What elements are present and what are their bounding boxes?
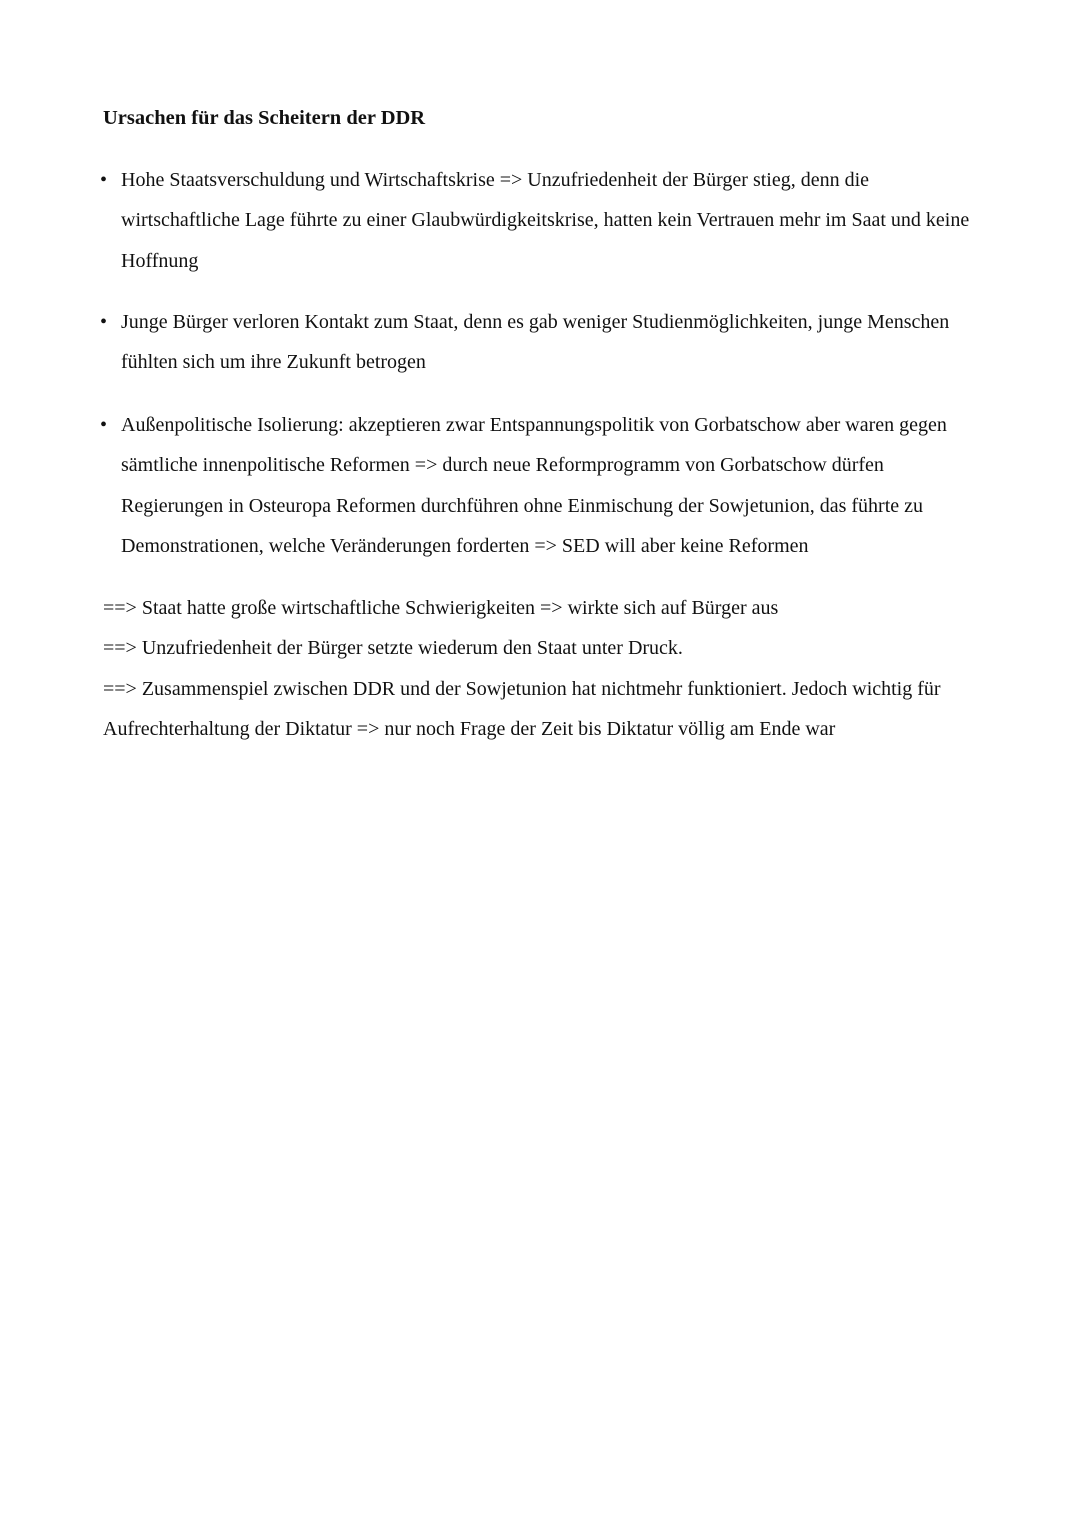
list-item-text: Außenpolitische Isolierung: akzeptieren zwar Entspannungspolitik von Gorbatschow aber waren gegen sämtliche innenpolitische Reformen => durch neue Reformprogramm von Gorbatschow dürfen Regierungen in Osteuropa Reformen durchführen ohne Einmischung der Sowjetunion, das führte zu Demonstrationen, welche Veränderungen forderten => SED will aber keine Reformen	[121, 414, 947, 557]
conclusion-block	[103, 588, 978, 749]
bullet-icon: •	[100, 414, 108, 436]
list-item-text: Junge Bürger verloren Kontakt zum Staat, denn es gab weniger Studienmöglichkeiten, junge Menschen fühlten sich um ihre Zukunft betrogen	[121, 311, 950, 374]
document-title: Ursachen für das Scheitern der DDR	[103, 107, 426, 129]
conclusion-line: ==> Staat hatte große wirtschaftliche Schwierigkeiten => wirkte sich auf Bürger aus	[103, 597, 779, 619]
bullet-icon: •	[100, 169, 108, 191]
list-item-text: Hohe Staatsverschuldung und Wirtschaftskrise => Unzufriedenheit der Bürger stieg, denn die wirtschaftliche Lage führte zu einer Glaubwürdigkeitskrise, hatten kein Vertrauen mehr im Saat und keine Hoffnung	[121, 169, 970, 272]
conclusion-line: ==> Zusammenspiel zwischen DDR und der Sowjetunion hat nichtmehr funktioniert. Jedoch wichtig für Aufrechterhaltung der Diktatur => nur noch Frage der Zeit bis Diktatur völlig am Ende war	[103, 677, 941, 740]
conclusion-line: ==> Unzufriedenheit der Bürger setzte wiederum den Staat unter Druck.	[103, 637, 683, 660]
bullet-icon: •	[100, 311, 108, 333]
